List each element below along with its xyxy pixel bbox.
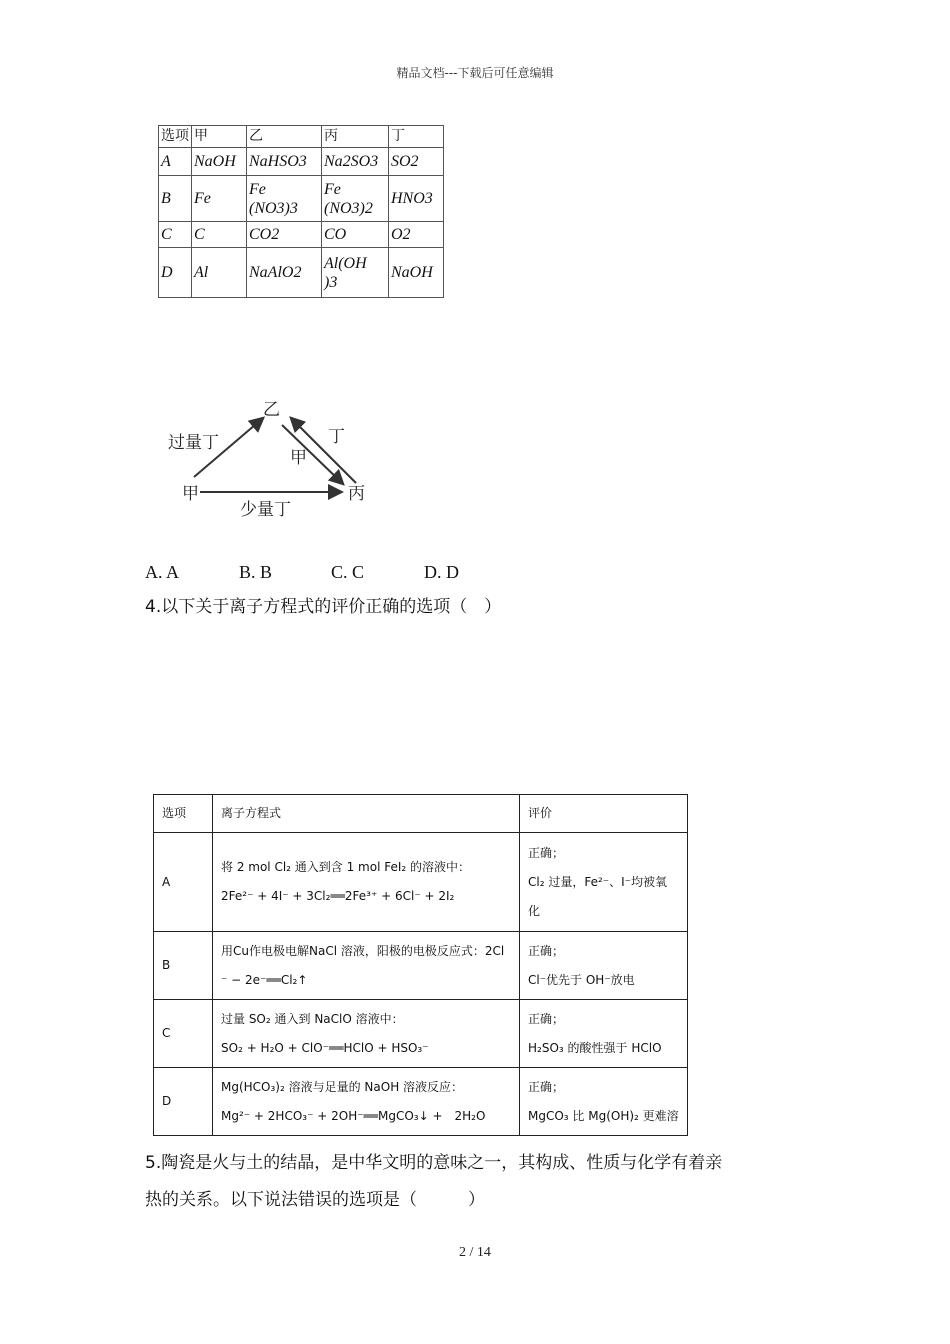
cell: NaAlO2 xyxy=(247,248,322,298)
cell-line: 过量 SO₂ 通入到 NaClO 溶液中： xyxy=(221,1011,404,1026)
cell: A xyxy=(159,148,192,176)
table-row xyxy=(154,1068,688,1136)
cell-line: SO₂ + H₂O + ClO⁻══HClO + HSO₃⁻ xyxy=(221,1040,429,1055)
cell-line: 正确； xyxy=(528,1079,565,1094)
cell-line: 用Cu作电极电解NaCl 溶液，阳极的电极反应式：2Cl xyxy=(221,943,505,958)
edge-label-excess-ding: 过量丁 xyxy=(168,433,219,453)
cell-line: 2Fe²⁻ + 4I⁻ + 3Cl₂══2Fe³⁺ + 6Cl⁻ + 2I₂ xyxy=(221,889,455,903)
cell: NaHSO3 xyxy=(247,148,322,176)
cell-line: 正确； xyxy=(528,943,565,958)
cell: SO2 xyxy=(389,148,444,176)
page-number: 2 / 14 xyxy=(459,1245,491,1260)
header-cell: 选项 xyxy=(159,126,192,148)
table-row xyxy=(154,833,688,932)
cell: NaOH xyxy=(389,248,444,298)
cell xyxy=(213,1000,520,1068)
answer-options xyxy=(145,562,459,583)
ion-equation-table xyxy=(153,794,688,1136)
option-d[interactable]: D. D xyxy=(424,562,459,582)
question-4: 4.以下关于离子方程式的评价正确的选项（ ） xyxy=(145,597,502,617)
table-row xyxy=(154,1000,688,1068)
option-c[interactable]: C. C xyxy=(331,562,365,582)
cell-line: 正确； xyxy=(528,845,565,860)
cell: D xyxy=(159,248,192,298)
table-row xyxy=(159,248,444,298)
table-row xyxy=(154,932,688,1000)
node-bing: 丙 xyxy=(348,484,365,504)
cell: Na2SO3 xyxy=(322,148,389,176)
cell-line: Fe xyxy=(324,180,341,198)
cell xyxy=(520,1068,688,1136)
edge-label-ding: 丁 xyxy=(328,427,345,447)
edge-label-little-ding: 少量丁 xyxy=(240,500,291,520)
page-header: 精品文档---下载后可任意编辑 xyxy=(396,66,554,80)
cell: C xyxy=(154,1000,213,1068)
cell: B xyxy=(159,176,192,222)
table-row xyxy=(159,222,444,248)
cell: O2 xyxy=(389,222,444,248)
cell-line: (NO3)2 xyxy=(324,199,373,217)
question-5-line: 热的关系。以下说法错误的选项是（ ） xyxy=(145,1190,485,1210)
cell-line: H₂SO₃ 的酸性强于 HClO xyxy=(528,1040,662,1055)
cell: CO2 xyxy=(247,222,322,248)
cell xyxy=(520,1000,688,1068)
option-a[interactable]: A. A xyxy=(145,562,180,582)
header-cell: 丙 xyxy=(322,126,389,148)
cell: C xyxy=(192,222,247,248)
cell-line: Mg(HCO₃)₂ 溶液与足量的 NaOH 溶液反应： xyxy=(221,1079,464,1094)
cell-line: 化 xyxy=(528,903,541,918)
cell xyxy=(213,833,520,932)
cell xyxy=(322,248,389,298)
cell: CO xyxy=(322,222,389,248)
cell-line: Cl₂ 过量，Fe²⁻、I⁻均被氧 xyxy=(528,874,667,889)
node-jia: 甲 xyxy=(182,484,199,504)
cell-line: Fe xyxy=(249,180,266,198)
cell: Fe xyxy=(192,176,247,222)
cell-line: ⁻ − 2e⁻══Cl₂↑ xyxy=(221,972,308,987)
cell-line: 正确； xyxy=(528,1011,565,1026)
cell: NaOH xyxy=(192,148,247,176)
header-cell: 选项 xyxy=(154,795,213,833)
table-header-row xyxy=(154,795,688,833)
reagent-table xyxy=(158,125,444,298)
cell xyxy=(213,932,520,1000)
cell-line: MgCO₃ 比 Mg(OH)₂ 更难溶 xyxy=(528,1108,679,1123)
node-yi: 乙 xyxy=(263,400,280,420)
header-cell: 甲 xyxy=(192,126,247,148)
cell: Al xyxy=(192,248,247,298)
cell xyxy=(322,176,389,222)
cell xyxy=(520,833,688,932)
header-cell: 乙 xyxy=(247,126,322,148)
question-5 xyxy=(145,1145,722,1219)
cell-line: )3 xyxy=(324,273,338,291)
header-cell: 评价 xyxy=(520,795,688,833)
option-b[interactable]: B. B xyxy=(239,562,273,582)
cell-line: Al(OH xyxy=(324,254,367,272)
table-row xyxy=(159,148,444,176)
cell: HNO3 xyxy=(389,176,444,222)
header-cell: 丁 xyxy=(389,126,444,148)
cell: B xyxy=(154,932,213,1000)
cell-line: (NO3)3 xyxy=(249,199,298,217)
header-cell: 离子方程式 xyxy=(213,795,520,833)
cell xyxy=(247,176,322,222)
question-5-line: 5.陶瓷是火与土的结晶，是中华文明的意味之一，其构成、性质与化学有着亲 xyxy=(145,1153,723,1173)
cell-line: Cl⁻优先于 OH⁻放电 xyxy=(528,972,635,987)
cell-line: 将 2 mol Cl₂ 通入到含 1 mol FeI₂ 的溶液中： xyxy=(221,860,471,874)
conversion-diagram xyxy=(160,395,380,525)
table-header-row xyxy=(159,126,444,148)
cell-line: Mg²⁻ + 2HCO₃⁻ + 2OH⁻══MgCO₃↓ + 2H₂O xyxy=(221,1108,486,1123)
edge-label-jia: 甲 xyxy=(290,448,307,468)
cell xyxy=(520,932,688,1000)
cell: C xyxy=(159,222,192,248)
cell xyxy=(213,1068,520,1136)
table-row xyxy=(159,176,444,222)
cell: A xyxy=(154,833,213,932)
cell: D xyxy=(154,1068,213,1136)
